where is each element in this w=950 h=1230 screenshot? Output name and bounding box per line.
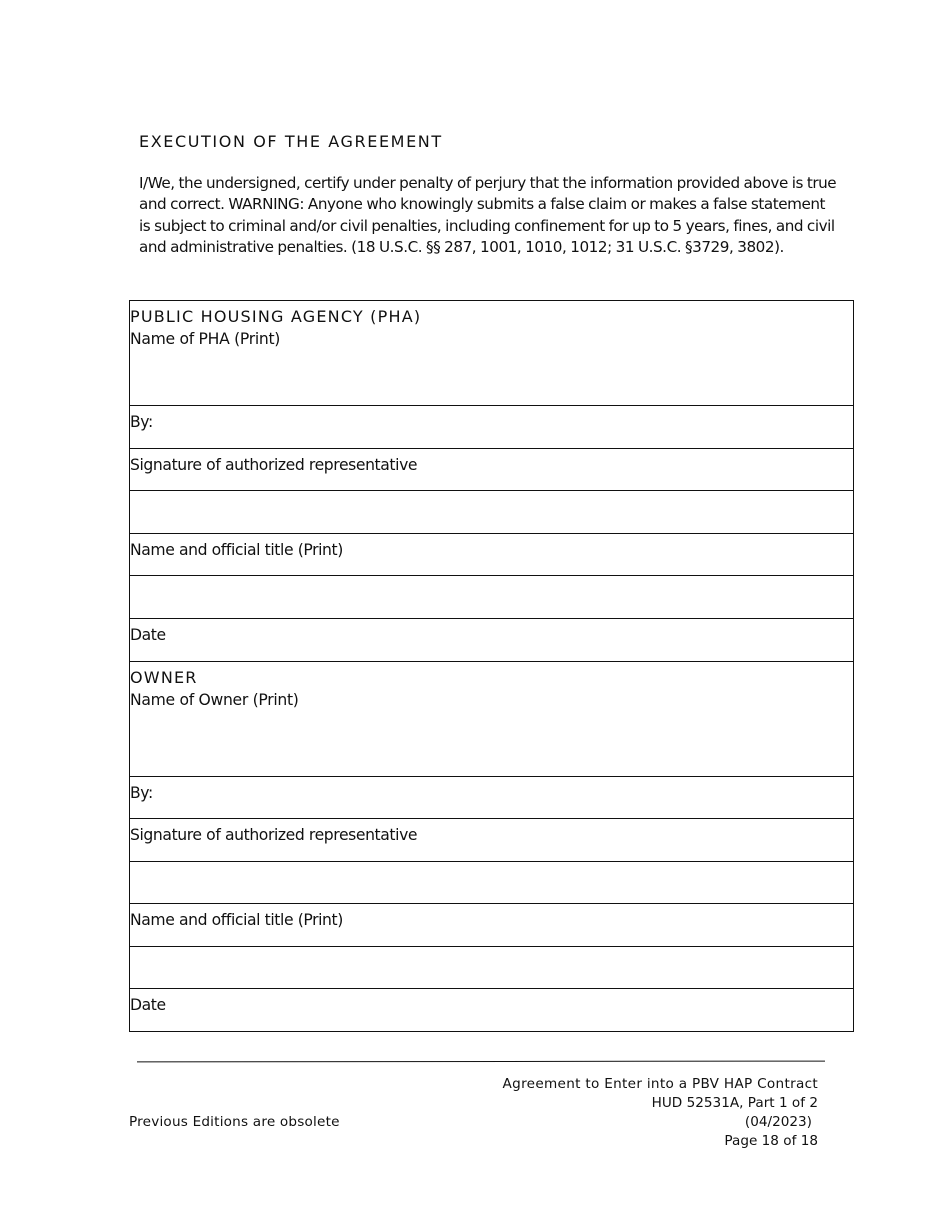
- form-title: Agreement to Enter into a PBV HAP Contract: [502, 1076, 818, 1092]
- pha-date-label-row: [130, 619, 853, 662]
- pha-name-title-label-row: [130, 534, 853, 576]
- owner-name-label: Name of Owner (Print): [130, 691, 299, 709]
- pha-name-label: Name of PHA (Print): [130, 330, 281, 348]
- signature-table: [129, 300, 854, 1032]
- pha-by-row[interactable]: [130, 406, 853, 449]
- pha-date-field[interactable]: [130, 576, 853, 619]
- pha-signature-label: Signature of authorized representative: [130, 456, 418, 474]
- page-number: Page 18 of 18: [724, 1133, 818, 1149]
- owner-signature-label-row: [130, 819, 853, 862]
- owner-by-row[interactable]: [130, 777, 853, 819]
- form-date: (04/2023): [744, 1114, 812, 1130]
- pha-signature-label-row: [130, 449, 853, 491]
- owner-date-label-row: [130, 989, 853, 1031]
- owner-date-field[interactable]: [130, 947, 853, 989]
- owner-section-title: OWNER: [130, 668, 198, 687]
- pha-section-title: PUBLIC HOUSING AGENCY (PHA): [130, 307, 422, 326]
- certification-text: I/We, the undersigned, certify under penalty of perjury that the information provided above is true and correct. WARNING: Anyone who knowingly submits a false claim or makes a false statement is subject to criminal and/or civil penalties, including confinement for up to 5 years, fines, and civil and administrative penalties. (18 U.S.C. §§ 287, 1001, 1010, 1012; 31 U.S.C. §3729, 3802).: [139, 174, 837, 256]
- pha-name-title-field[interactable]: [130, 491, 853, 534]
- owner-name-title-label-row: [130, 904, 853, 947]
- pha-date-label: Date: [130, 626, 166, 644]
- owner-signature-label: Signature of authorized representative: [130, 826, 418, 844]
- pha-name-row[interactable]: [130, 301, 853, 406]
- pha-name-title-label: Name and official title (Print): [130, 541, 343, 559]
- section-heading: EXECUTION OF THE AGREEMENT: [139, 132, 443, 151]
- owner-by-label: By:: [130, 784, 153, 802]
- owner-date-label: Date: [130, 996, 166, 1014]
- form-number: HUD 52531A, Part 1 of 2: [651, 1095, 818, 1111]
- owner-name-title-label: Name and official title (Print): [130, 911, 343, 929]
- form-info: [503, 1075, 818, 1151]
- owner-name-row[interactable]: [130, 662, 853, 777]
- footer-divider: [137, 1061, 825, 1063]
- obsolete-note: Previous Editions are obsolete: [129, 1114, 340, 1130]
- pha-by-label: By:: [130, 413, 153, 431]
- owner-name-title-field[interactable]: [130, 862, 853, 904]
